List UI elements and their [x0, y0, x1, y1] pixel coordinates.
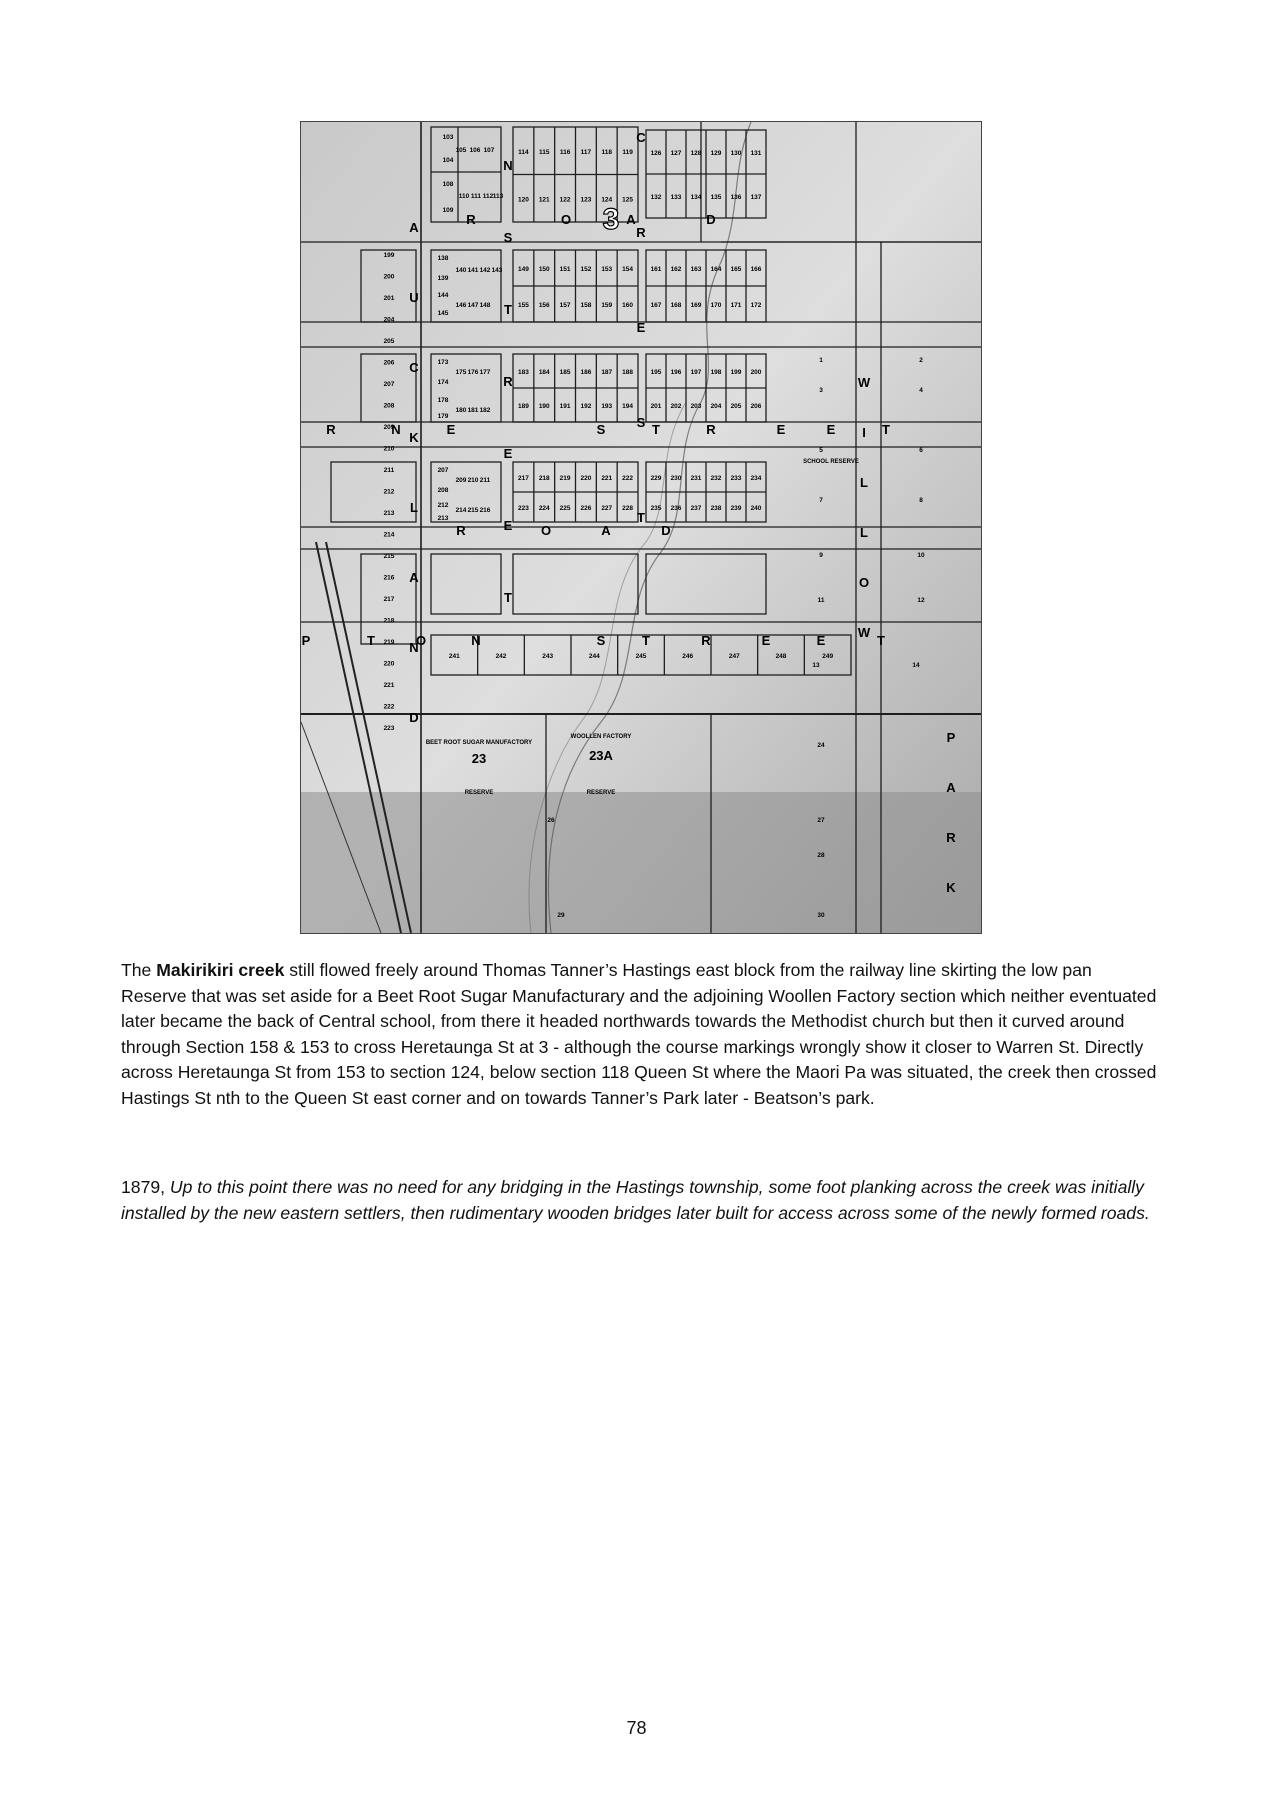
- lot-number: 199: [730, 369, 742, 376]
- section-number: 9: [819, 552, 823, 559]
- lot-number: 214: [383, 531, 395, 539]
- lot-number: 104: [442, 157, 454, 164]
- lot-number: 211: [383, 467, 395, 474]
- lot-number: 214: [455, 507, 467, 514]
- lot-number: 248: [775, 653, 787, 660]
- lot-number: 123: [580, 196, 592, 204]
- lot-number: 207: [383, 381, 395, 388]
- lot-number: 161: [650, 266, 662, 273]
- lot-number: 223: [517, 505, 529, 512]
- section-number: 12: [917, 597, 925, 604]
- street-letter: R: [706, 422, 716, 437]
- lot-number: 176: [467, 369, 479, 376]
- lot-number: 135: [710, 194, 722, 201]
- lot-number: 113: [492, 193, 504, 200]
- lot-number: 188: [622, 369, 634, 376]
- lot-number: 140: [455, 267, 467, 274]
- street-letter-vertical: O: [858, 575, 870, 590]
- street-letter-vertical: A: [409, 570, 419, 585]
- street-letter: A: [601, 523, 611, 538]
- section-number: 6: [919, 447, 923, 454]
- street-letter: O: [560, 212, 572, 227]
- lot-number: 241: [448, 653, 460, 660]
- street-letter-vertical: L: [410, 500, 418, 515]
- lot-number: 108: [442, 181, 454, 188]
- lot-number: 182: [479, 407, 491, 414]
- lot-number: 117: [580, 148, 592, 156]
- lot-number: 116: [559, 148, 571, 156]
- lot-number: 225: [559, 505, 571, 512]
- section-number: 28: [817, 852, 825, 859]
- section-number: 29: [557, 912, 565, 919]
- paragraph-1-body: still flowed freely around Thomas Tanner’s Hastings east block from the railway line skirting the low pan Reserve that was set aside for a Beet Root Sugar Manufacturary and the adjoining Woollen Factory section which neither eventuated later became the back of Central school, from there it headed northwards towards the Methodist church but then it curved around through Section 158 & 153 to cross Heretaunga St at 3 - although the course markings wrongly show it closer to Warren St. Directly across Heretaunga St from 153 to section 124, below section 118 Queen St where the Maori Pa was situated, the creek then crossed Hastings St nth to the Queen St east corner and on towards Tanner’s Park later - Beatson’s park.: [121, 960, 1157, 1108]
- lot-number: 247: [728, 653, 740, 660]
- lot-number: 127: [670, 150, 682, 157]
- lot-number: 221: [601, 475, 613, 482]
- lot-number: 129: [710, 150, 722, 157]
- lot-number: 187: [601, 369, 613, 376]
- street-letter: T: [642, 633, 650, 648]
- lot-number: 200: [750, 369, 762, 376]
- lot-number: 168: [670, 302, 682, 309]
- lot-number: 196: [670, 369, 682, 376]
- lot-number: 219: [559, 475, 571, 482]
- lot-number: 209: [383, 424, 395, 431]
- street-letter-vertical: C: [636, 130, 646, 145]
- beet-reserve-label: BEET ROOT SUGAR MANUFACTORY: [425, 740, 533, 746]
- lot-number: 222: [622, 475, 634, 482]
- lot-number: 201: [383, 295, 395, 302]
- street-letter-vertical: T: [504, 590, 512, 605]
- lot-number: 141: [467, 267, 479, 274]
- lot-number: 126: [650, 150, 662, 157]
- survey-map-figure: [300, 121, 982, 934]
- street-letter: E: [826, 422, 836, 437]
- lot-number: 171: [730, 302, 742, 309]
- lot-number: 190: [538, 403, 550, 410]
- lot-number: 213: [383, 510, 395, 517]
- lot-number: 216: [479, 507, 491, 514]
- street-letter-vertical: W: [857, 625, 871, 640]
- lot-number: 249: [822, 653, 834, 660]
- street-letter: E: [776, 422, 786, 437]
- lot-number: 231: [690, 475, 702, 482]
- lot-number: 118: [601, 148, 612, 156]
- street-letter: R: [466, 212, 476, 227]
- lot-number: 133: [670, 194, 682, 201]
- paragraph-2-year: 1879,: [121, 1177, 170, 1197]
- section-number: 1: [819, 357, 823, 364]
- lot-number: 194: [622, 403, 634, 410]
- lot-number: 222: [383, 703, 395, 711]
- street-letter: R: [701, 633, 711, 648]
- lot-number: 212: [383, 488, 395, 496]
- lot-number: 136: [730, 194, 742, 201]
- street-letter-vertical: N: [409, 640, 419, 655]
- lot-number: 244: [588, 653, 600, 660]
- lot-number: 245: [635, 653, 647, 660]
- street-letter-vertical: C: [409, 360, 419, 375]
- lot-number: 142: [479, 267, 491, 274]
- lot-number: 205: [730, 403, 742, 410]
- lot-number: 239: [730, 505, 742, 512]
- street-letter: E: [446, 422, 456, 437]
- lot-number: 208: [437, 487, 449, 494]
- lot-number: 218: [538, 475, 550, 482]
- lot-number: 211: [479, 477, 491, 484]
- lot-number: 180: [455, 407, 467, 414]
- lot-number: 166: [750, 266, 762, 273]
- lot-number: 121: [538, 196, 550, 204]
- lot-number: 106: [469, 147, 481, 154]
- lot-number: 134: [690, 194, 702, 201]
- street-letter: N: [471, 633, 481, 648]
- lot-number: 114: [518, 148, 529, 156]
- paragraph-1-lead: The: [121, 960, 157, 980]
- lot-number: 202: [670, 403, 682, 410]
- lot-number: 228: [622, 505, 634, 512]
- lot-number: 232: [710, 475, 722, 482]
- section-number: 26: [547, 817, 555, 824]
- lot-number: 199: [383, 252, 395, 259]
- section-number: 5: [819, 447, 823, 454]
- beet-reserve-number: 23: [471, 751, 487, 766]
- street-letter: P: [301, 633, 311, 648]
- street-letter: N: [391, 422, 401, 437]
- woollen-reserve-label: WOOLLEN FACTORY: [570, 734, 632, 740]
- lot-number: 103: [442, 134, 454, 141]
- lot-number: 144: [437, 292, 449, 299]
- street-letter-vertical: A: [946, 780, 956, 795]
- lot-number: 120: [517, 196, 529, 204]
- lot-number: 193: [601, 403, 613, 410]
- street-letter: S: [596, 633, 606, 648]
- section-number: 10: [917, 552, 925, 559]
- lot-number: 203: [690, 403, 702, 410]
- lot-number: 200: [383, 273, 395, 281]
- beet-reserve-res: RESERVE: [464, 790, 494, 796]
- lot-number: 198: [710, 369, 722, 376]
- lot-number: 230: [670, 475, 682, 482]
- lot-number: 145: [437, 310, 449, 317]
- street-letter-vertical: N: [503, 158, 513, 173]
- lot-number: 160: [622, 302, 634, 309]
- lot-number: 162: [670, 266, 682, 273]
- street-letter: T: [877, 633, 885, 648]
- section-number: 7: [819, 497, 823, 504]
- street-letter: O: [415, 633, 427, 648]
- section-number: 14: [912, 662, 920, 669]
- lot-number: 206: [383, 359, 395, 367]
- lot-number: 164: [710, 266, 722, 273]
- lot-number: 122: [559, 196, 571, 204]
- lot-number: 174: [437, 379, 449, 386]
- lot-number: 178: [437, 397, 449, 404]
- lot-number: 216: [383, 574, 395, 582]
- lot-number: 115: [539, 148, 550, 156]
- lot-number: 205: [383, 338, 395, 345]
- street-letter: D: [661, 523, 671, 538]
- lot-number: 233: [730, 475, 742, 482]
- street-letter-vertical: D: [409, 710, 419, 725]
- lot-number: 151: [559, 266, 571, 273]
- lot-number: 107: [483, 147, 495, 154]
- street-letter-vertical: K: [409, 430, 419, 445]
- lot-number: 212: [437, 502, 449, 509]
- street-letter-vertical: T: [504, 302, 512, 317]
- street-letter: R: [326, 422, 336, 437]
- lot-number: 157: [559, 302, 571, 309]
- lot-number: 210: [467, 477, 479, 484]
- lot-number: 156: [538, 302, 550, 309]
- street-letter-vertical: S: [636, 415, 646, 430]
- lot-number: 221: [383, 682, 395, 689]
- street-letter-vertical: R: [636, 225, 646, 240]
- lot-number: 201: [650, 403, 662, 410]
- street-letter-vertical: L: [860, 525, 868, 540]
- street-letter-vertical: E: [503, 518, 513, 533]
- street-letter: T: [882, 422, 890, 437]
- lot-number: 159: [601, 302, 613, 309]
- lot-number: 154: [622, 266, 634, 273]
- street-letter-vertical: T: [637, 510, 645, 525]
- paragraph-2: [121, 1175, 1161, 1226]
- section-number: 13: [812, 662, 820, 669]
- lot-number: 229: [650, 475, 662, 482]
- street-letter: E: [761, 633, 771, 648]
- lot-number: 210: [383, 445, 395, 453]
- big-number-label: 3: [602, 203, 620, 236]
- lot-number: 163: [690, 266, 702, 273]
- lot-number: 204: [383, 316, 395, 324]
- map-shaded-band: [301, 792, 981, 933]
- lot-number: 169: [690, 302, 702, 309]
- street-letter: A: [626, 212, 636, 227]
- lot-number: 204: [710, 403, 722, 410]
- street-letter: R: [456, 523, 466, 538]
- street-letter-vertical: A: [409, 220, 419, 235]
- section-number: 27: [817, 817, 825, 824]
- lot-number: 183: [517, 369, 529, 376]
- lot-number: 143: [491, 267, 503, 274]
- lot-number: 185: [559, 369, 571, 376]
- lot-number: 131: [750, 150, 762, 157]
- lot-number: 186: [580, 369, 592, 376]
- lot-number: 234: [750, 475, 762, 482]
- lot-number: 111: [470, 193, 482, 200]
- lot-number: 240: [750, 505, 762, 512]
- street-letter: D: [706, 212, 716, 227]
- lot-number: 184: [538, 369, 550, 376]
- lot-number: 128: [690, 150, 702, 157]
- page-number: 78: [626, 1718, 647, 1738]
- lot-number: 132: [650, 194, 662, 201]
- street-letter-vertical: R: [946, 830, 956, 845]
- paragraph-1: [121, 958, 1161, 1111]
- street-letter-vertical: W: [857, 375, 871, 390]
- section-number: 2: [919, 357, 923, 364]
- lot-number: 226: [580, 505, 592, 512]
- lot-number: 172: [750, 302, 762, 309]
- lot-number: 238: [710, 505, 722, 512]
- lot-number: 150: [538, 266, 550, 273]
- lot-number: 227: [601, 505, 613, 512]
- street-letter: E: [816, 633, 826, 648]
- street-letter-vertical: I: [862, 425, 866, 440]
- section-number: 8: [919, 497, 923, 504]
- lot-number: 179: [437, 413, 449, 420]
- lot-number: 119: [622, 148, 633, 156]
- lot-number: 146: [455, 302, 467, 309]
- lot-number: 110: [458, 193, 470, 200]
- lot-number: 195: [650, 369, 662, 376]
- lot-number: 155: [517, 302, 529, 309]
- lot-number: 220: [383, 660, 395, 668]
- lot-number: 208: [383, 402, 395, 410]
- lot-number: 181: [467, 407, 479, 414]
- lot-number: 130: [730, 150, 742, 157]
- lot-number: 148: [479, 302, 491, 309]
- lot-number: 167: [650, 302, 662, 309]
- lot-number: 124: [601, 196, 613, 204]
- lot-number: 236: [670, 505, 682, 512]
- section-number: 3: [819, 387, 823, 394]
- lot-number: 192: [580, 403, 592, 410]
- lot-number: 197: [690, 369, 702, 376]
- lot-number: 206: [750, 403, 762, 410]
- section-number: 4: [919, 387, 923, 394]
- lot-number: 215: [467, 507, 479, 514]
- street-letter-vertical: E: [503, 446, 513, 461]
- lot-number: 246: [682, 653, 694, 660]
- lot-number: 177: [479, 369, 491, 376]
- school-reserve-label: SCHOOL RESERVE: [803, 459, 859, 465]
- lot-number: 224: [538, 505, 550, 512]
- woollen-reserve-res: RESERVE: [586, 790, 616, 796]
- lot-number: 175: [455, 369, 467, 376]
- lot-number: 170: [710, 302, 722, 309]
- section-number: 11: [817, 597, 825, 604]
- lot-number: 223: [383, 725, 395, 732]
- lot-number: 158: [580, 302, 592, 309]
- paragraph-1-bold: Makirikiri creek: [156, 960, 285, 980]
- lot-number: 191: [559, 403, 571, 410]
- lot-number: 147: [467, 302, 479, 309]
- street-letter-vertical: P: [946, 730, 956, 745]
- lot-number: 217: [383, 596, 395, 603]
- street-letter-vertical: L: [860, 475, 868, 490]
- lot-number: 109: [442, 207, 454, 214]
- lot-number: 235: [650, 505, 662, 512]
- survey-map: [301, 122, 981, 933]
- street-letter-vertical: K: [946, 880, 956, 895]
- lot-number: 165: [730, 266, 742, 273]
- woollen-reserve-number: 23A: [589, 748, 613, 763]
- lot-number: 217: [517, 475, 529, 482]
- street-letter-vertical: R: [503, 374, 513, 389]
- street-letter-vertical: E: [636, 320, 646, 335]
- lot-number: 242: [495, 653, 507, 660]
- lot-number: 209: [455, 477, 467, 484]
- street-letter: T: [367, 633, 375, 648]
- lot-number: 105: [455, 147, 467, 154]
- lot-number: 220: [580, 475, 592, 482]
- section-number: 24: [817, 742, 825, 749]
- lot-number: 112: [482, 193, 494, 200]
- lot-number: 243: [542, 653, 554, 660]
- lot-number: 213: [437, 515, 449, 522]
- lot-number: 153: [601, 266, 613, 273]
- paragraph-2-body: Up to this point there was no need for any bridging in the Hastings township, some foot planking across the creek was initially installed by the new eastern settlers, then rudimentary wooden bridges later built for access across some of the newly formed roads.: [121, 1177, 1150, 1223]
- street-letter: S: [596, 422, 606, 437]
- street-letter-vertical: U: [409, 290, 419, 305]
- street-letter: O: [540, 523, 552, 538]
- lot-number: 139: [437, 275, 449, 282]
- lot-number: 137: [750, 194, 762, 201]
- lot-number: 215: [383, 553, 395, 560]
- lot-number: 138: [437, 255, 449, 262]
- lot-number: 207: [437, 467, 449, 474]
- lot-number: 237: [690, 505, 702, 512]
- lot-number: 173: [437, 359, 449, 366]
- lot-number: 152: [580, 266, 592, 273]
- street-letter-vertical: S: [503, 230, 513, 245]
- lot-number: 125: [622, 196, 634, 204]
- street-letter: T: [652, 422, 660, 437]
- lot-number: 218: [383, 617, 395, 625]
- lot-number: 149: [517, 266, 529, 273]
- section-number: 30: [817, 912, 825, 919]
- lot-number: 219: [383, 639, 395, 646]
- lot-number: 189: [517, 403, 529, 410]
